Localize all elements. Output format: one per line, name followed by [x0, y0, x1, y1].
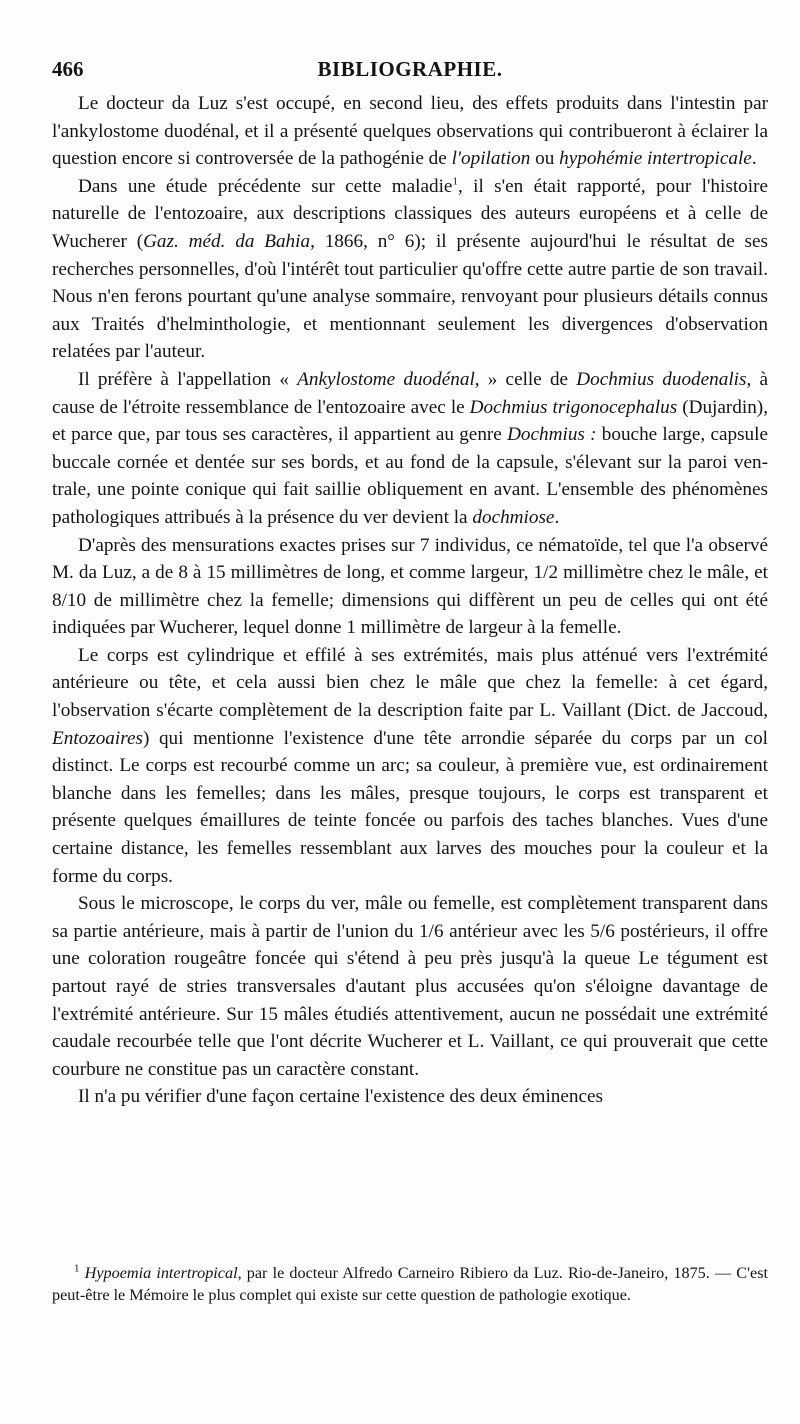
text-run: ou [530, 148, 560, 170]
text-run: . [554, 506, 560, 528]
footnotes [52, 1262, 768, 1306]
paragraph-eminences: Il n'a pu vérifier d'une façon certaine l'existence des deux éminences [78, 1086, 603, 1108]
text-run: . [751, 148, 757, 170]
footnote-1 [52, 1262, 768, 1306]
text-run: , par le docteur Alfredo Carneiro Ribiero da Luz. Rio-de-Janeiro, 1875. — C'est peut-être le Mémoire le plus complet qui existe sur cette question de pathologie exotique. [52, 1264, 769, 1304]
italic-run: Hypoemia intertropical [84, 1264, 238, 1282]
footnote-reference[interactable]: 1 [452, 175, 458, 188]
text-run: , 1866, n° 6); il présente aujourd'hui le résultat de ses recherches personnelles, d'où l'intérêt tout particulier qu'offre cette autre partie de son travail. Nous n'en ferons pourtant qu'une analyse sommaire, renvoyant pour plusieurs détails connus aux Traités d'helminthologie, et mentionnant seulement les divergences d'observation relatées par l'auteur. [52, 230, 768, 363]
body-text [52, 90, 768, 1111]
italic-run: Dochmius duodenalis [576, 368, 747, 390]
italic-run: l'opilation [451, 148, 531, 170]
italic-run: Ankylostome duodénal [297, 368, 475, 390]
text-run: , » celle de [474, 368, 577, 390]
text-run: bouche large, capsule buccale cornée et dentée sur ses bords, et au fond de la capsule, s'élevant sur la paroi ventrale, une pointe conique qui fait saillie obliquement en avant. L'ensemble des phénomènes pathologiques attribués à la présence du ver devient la [52, 424, 769, 528]
italic-run: hypohémie intertropicale [559, 148, 752, 170]
running-title: BIBLIOGRAPHIE. [317, 57, 503, 81]
italic-run: Entozoaires [52, 727, 143, 749]
paragraph-previous-study [52, 173, 768, 366]
page-number: 466 [52, 57, 84, 81]
paragraph-microscope: Sous le microscope, le corps du ver, mâle ou femelle, est complètement transparent dans sa partie antérieure, mais à partir de l'union du 1/6 antérieur avec les 5/6 postérieurs, il offre une coloration rougeâtre foncée qui s'étend à peu près jusqu'à la queue Le tégument est partout rayé de stries transversales d'autant plus accusées qu'on s'éloigne davantage de l'extrémité antérieure. Sur 15 mâles étudiés attentivement, aucun ne possédait une extrémité caudale recourbée telle que l'ont décrite Wucherer et L. Vaillant, ce qui prouverait que cette courbure ne constitue pas un caractère constant. [52, 893, 768, 1080]
text-run: Le docteur da Luz s'est occupé, en second lieu, des effets produits dans l'intestin par l'ankylostome duodénal, et il a présenté quelques observations qui contribueront à éclairer la question encore si controversée de la pathogénie de [52, 93, 768, 170]
paragraph-body-shape [52, 642, 768, 890]
text-run: Il préfère à l'appellation « [78, 368, 298, 390]
text-run: ) qui mentionne l'existence d'une tête arrondie séparée du corps par un col distinct. Le corps est recourbé comme un arc; sa couleur, à première vue, est ordinairement blanche dans les femelles; dans les mâles, presque toujours, le corps est transparent et présente quelques émaillures de teinte foncée ou parfois des taches blanches. Vues d'une certaine distance, les femelles ressemblant aux larves des mouches pour la couleur et la forme du corps. [52, 727, 768, 887]
italic-run: Dochmius : [507, 424, 597, 446]
text-run: (Dujardin), et parce que, par tous ses caractères, il appartient au genre [52, 396, 768, 446]
text-run: , il s'en était rapporté, pour l'histoire naturelle de l'entozoaire, aux descriptions classiques des auteurs européens et à celle de Wucherer ( [52, 175, 768, 252]
italic-run: dochmiose [472, 506, 555, 528]
text-run: , à cause de l'étroite ressemblance de l'entozoaire avec le [52, 368, 768, 418]
italic-run: Dochmius trigonocephalus [469, 396, 678, 418]
page-header [52, 56, 768, 82]
text-run: Le corps est cylindrique et effilé à ses extrémités, mais plus atténué vers l'extrémité antérieure ou tête, et cela aussi bien chez le mâle que chez la femelle: à cet égard, l'observation s'écarte complètement de la description faite par L. Vaillant (Dict. de Jaccoud, [52, 644, 768, 722]
paragraph-measurements: D'après des mensurations exactes prises sur 7 individus, ce nématoïde, tel que l'a observé M. da Luz, a de 8 à 15 millimètres de long, et comme largeur, 1/2 millimètre chez le mâle, et 8/10 de millimètre chez la femelle; dimensions qui diffèrent un peu de celles qui ont été indiquées par Wucherer, lequel donne 1 millimètre de largeur à la femelle. [52, 534, 768, 639]
text-run: Dans une étude précédente sur cette maladie [78, 175, 453, 197]
paragraph-opilation [52, 90, 768, 173]
footnote-mark: 1 [74, 1262, 80, 1275]
paragraph-dochmius [52, 366, 768, 532]
italic-run: Gaz. méd. da Bahia [143, 230, 311, 252]
